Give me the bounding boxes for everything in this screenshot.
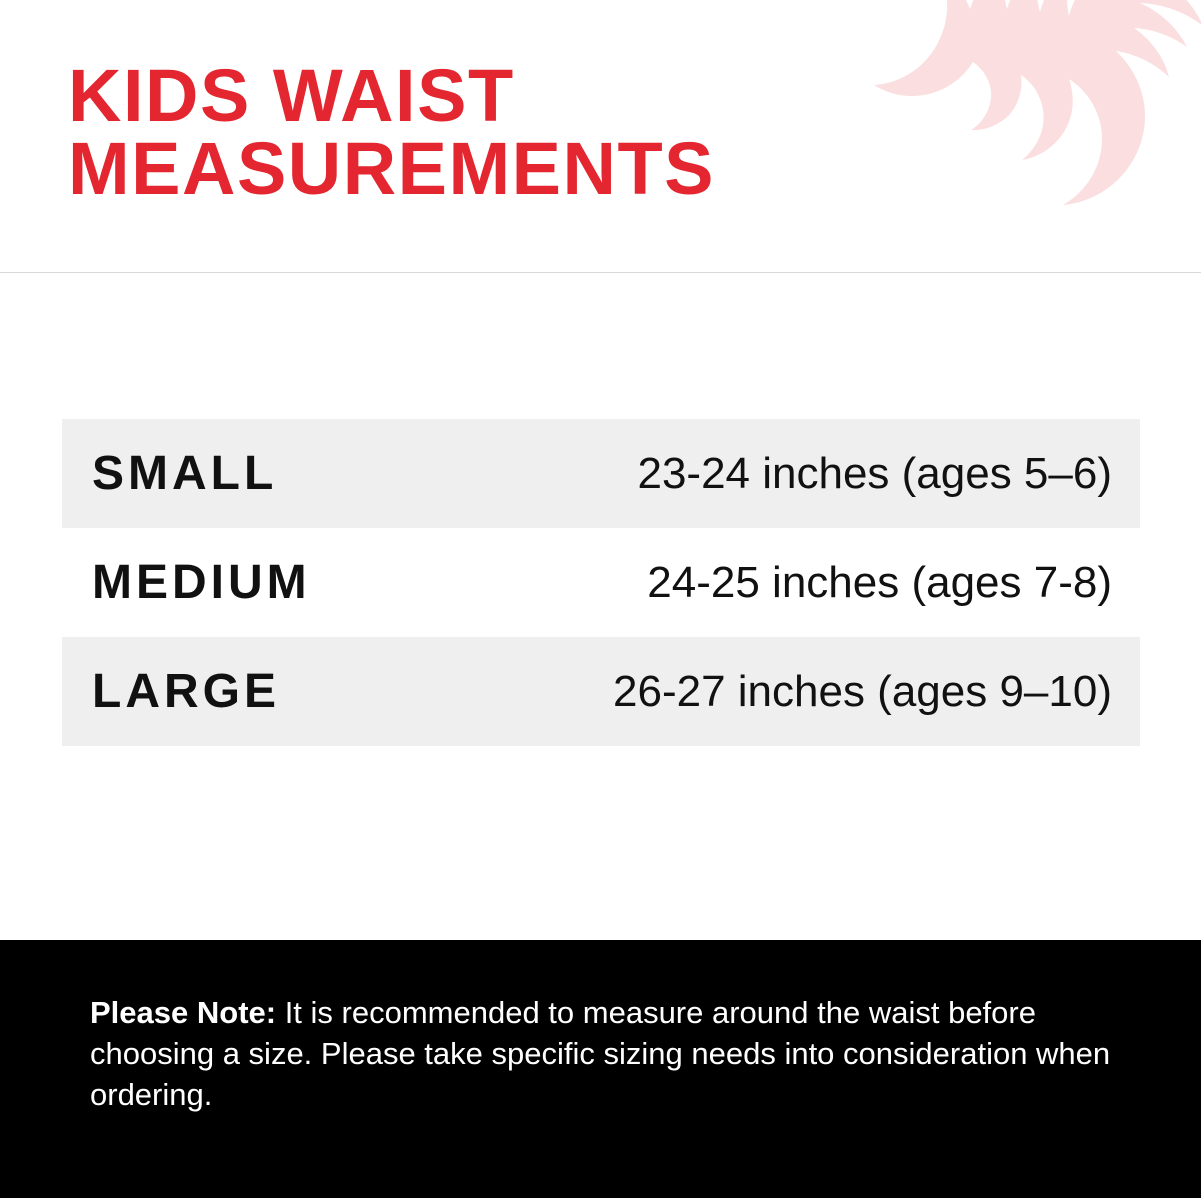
page-title: KIDS WAIST MEASUREMENTS [68, 54, 716, 210]
size-label: SMALL [92, 447, 278, 500]
size-value: 24-25 inches (ages 7-8) [647, 557, 1112, 607]
table-row [62, 528, 1140, 637]
footer-note-body: It is recommended to measure around the waist before choosing a size. Please take specific sizing needs into consideration when ordering. [90, 995, 1111, 1113]
footer-note [90, 992, 1120, 1116]
phoenix-logo-watermark-icon [861, 0, 1201, 273]
footer-note-label: Please Note: [90, 995, 277, 1030]
size-value: 26-27 inches (ages 9–10) [613, 666, 1112, 716]
table-row [62, 419, 1140, 528]
footer-note-bar [0, 940, 1201, 1198]
size-table [62, 419, 1140, 746]
size-label: MEDIUM [92, 556, 311, 609]
size-value: 23-24 inches (ages 5–6) [637, 448, 1112, 498]
header [0, 0, 1201, 273]
table-row [62, 637, 1140, 746]
size-label: LARGE [92, 665, 280, 718]
